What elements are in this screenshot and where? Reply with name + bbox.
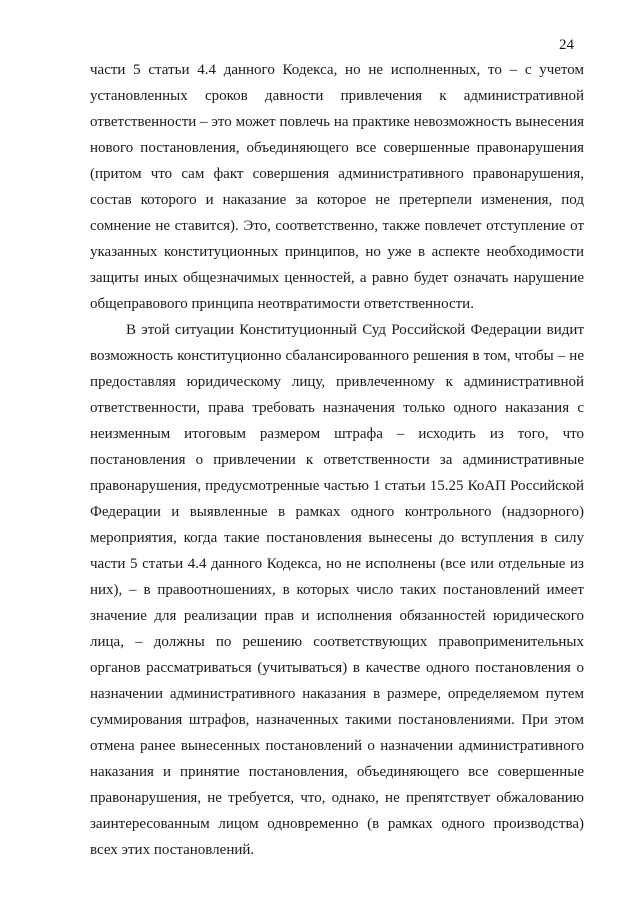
paragraph-continuation: части 5 статьи 4.4 данного Кодекса, но не исполненных, то – с учетом установленных сроков давности привлечения к административной ответственности – это может повлечь на практике невозможность вынесения нового постановления, объединяющего все совершенные правонарушения (притом что сам факт совершения административного правонарушения, состав которого и наказание за которое не претерпели изменения, под сомнение не ставится). Это, соответственно, также повлечет отступление от указанных конституционных принципов, но уже в аспекте необходимости защиты иных общезначимых ценностей, а равно будет означать нарушение общеправового принципа неотвратимости ответственности. (90, 62, 584, 312)
page-number: 24 (559, 37, 574, 53)
paragraph-constitutional-court-position: В этой ситуации Конституционный Суд Российской Федерации видит возможность конституционно сбалансированного решения в том, чтобы – не предоставляя юридическому лицу, привлеченному к административной ответственности, права требовать назначения только одного наказания с неизменным итоговым размером штрафа – исходить из того, что постановления о привлечении к ответственности за административные правонарушения, предусмотренные частью 1 статьи 15.25 КоАП Российской Федерации и выявленные в рамках одного контрольного (надзорного) мероприятия, когда такие постановления вынесены до вступления в силу части 5 статьи 4.4 данного Кодекса, но не исполнены (все или отдельные из них), – в правоотношениях, в которых число таких постановлений имеет значение для реализации прав и исполнения обязанностей юридического лица, – должны по решению соответствующих правоприменительных органов рассматриваться (учитываться) в качестве одного постановления о назначении административного наказания в размере, определяемом путем суммирования штрафов, назначенных такими постановлениями. При этом отмена ранее вынесенных постановлений о назначении административного наказания и принятие постановления, объединяющего все совершенные правонарушения, не требуется, что, однако, не препятствует обжалованию заинтересованным лицом одновременно (в рамках одного производства) всех этих постановлений. (90, 322, 584, 858)
document-body (90, 57, 584, 863)
